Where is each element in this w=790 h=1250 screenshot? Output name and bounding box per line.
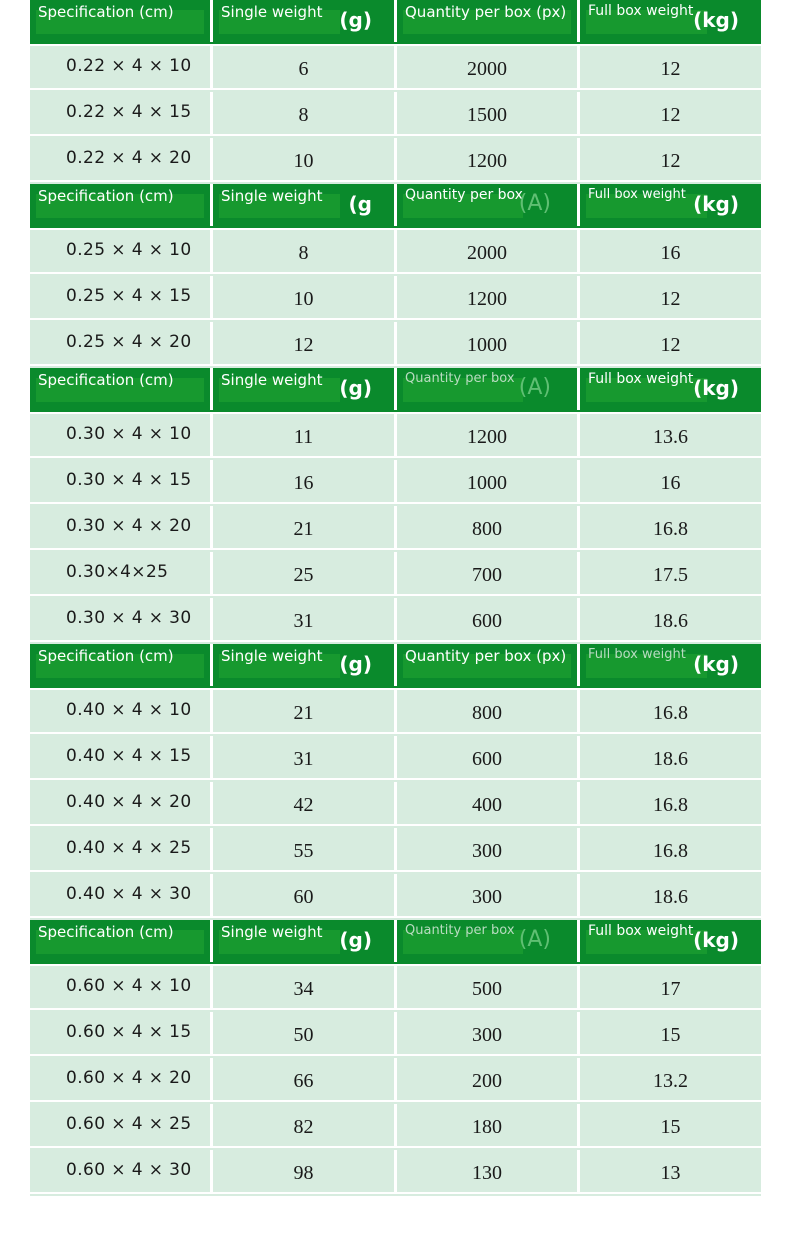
- header-unit: (g): [339, 8, 372, 32]
- full-box-weight-value: 17.5: [653, 564, 688, 586]
- quantity-cell: [397, 1058, 580, 1102]
- full-box-weight-value: 12: [660, 334, 681, 356]
- box-weight-cell: [580, 782, 761, 826]
- header-cell-specification: [30, 920, 213, 962]
- spec-value: 0.30 × 4 × 10: [66, 424, 192, 444]
- box-weight-cell: [580, 690, 761, 734]
- full-box-weight-value: 13.2: [653, 1070, 688, 1092]
- spec-cell: [30, 138, 213, 182]
- quantity-cell: [397, 782, 580, 826]
- quantity-value: 1000: [467, 472, 507, 494]
- header-cell-quantity-per-box: [397, 368, 580, 410]
- weight-cell: [213, 966, 397, 1010]
- weight-cell: [213, 552, 397, 596]
- header-cell-single-weight: [213, 920, 397, 962]
- spec-cell: [30, 276, 213, 320]
- box-weight-cell: [580, 230, 761, 274]
- header-label: Single weight: [221, 647, 323, 665]
- header-unit: (kg): [693, 652, 739, 676]
- spec-value: 0.25 × 4 × 15: [66, 286, 192, 306]
- header-unit: (g): [339, 652, 372, 676]
- header-cell-specification: [30, 0, 213, 42]
- full-box-weight-value: 18.6: [653, 610, 688, 632]
- weight-cell: [213, 322, 397, 366]
- single-weight-value: 42: [293, 794, 314, 816]
- header-unit: (A): [518, 375, 551, 400]
- box-weight-cell: [580, 1058, 761, 1102]
- box-weight-cell: [580, 414, 761, 458]
- spec-value: 0.22 × 4 × 20: [66, 148, 192, 168]
- full-box-weight-value: 12: [660, 288, 681, 310]
- weight-cell: [213, 1104, 397, 1148]
- header-label: Full box weight: [588, 371, 694, 387]
- spec-value: 0.60 × 4 × 30: [66, 1160, 192, 1180]
- table-row: [30, 506, 761, 552]
- quantity-value: 300: [472, 886, 502, 908]
- spec-cell: [30, 828, 213, 872]
- header-label: Full box weight: [588, 923, 694, 939]
- box-weight-cell: [580, 1150, 761, 1194]
- quantity-value: 200: [472, 1070, 502, 1092]
- full-box-weight-value: 15: [660, 1116, 681, 1138]
- full-box-weight-value: 15: [660, 1024, 681, 1046]
- header-cell-full-box-weight: [580, 368, 761, 410]
- quantity-cell: [397, 322, 580, 366]
- header-cell-specification: [30, 184, 213, 226]
- weight-cell: [213, 276, 397, 320]
- weight-cell: [213, 782, 397, 826]
- header-label: Single weight: [221, 187, 323, 205]
- spec-cell: [30, 552, 213, 596]
- quantity-cell: [397, 690, 580, 734]
- full-box-weight-value: 16: [660, 242, 681, 264]
- table-row: [30, 782, 761, 828]
- table-row: [30, 598, 761, 644]
- spec-value: 0.30 × 4 × 15: [66, 470, 192, 490]
- single-weight-value: 6: [298, 58, 309, 80]
- spec-cell: [30, 92, 213, 136]
- weight-cell: [213, 138, 397, 182]
- spec-value: 0.30×4×25: [66, 562, 169, 582]
- header-label: Quantity per box: [405, 187, 523, 203]
- quantity-value: 2000: [467, 242, 507, 264]
- spec-cell: [30, 598, 213, 642]
- spec-value: 0.25 × 4 × 10: [66, 240, 192, 260]
- spec-value: 0.60 × 4 × 15: [66, 1022, 192, 1042]
- header-unit: (A): [518, 191, 551, 216]
- weight-cell: [213, 874, 397, 918]
- spec-value: 0.60 × 4 × 10: [66, 976, 192, 996]
- box-weight-cell: [580, 736, 761, 780]
- table-row: [30, 414, 761, 460]
- table-row: [30, 460, 761, 506]
- table-row: [30, 1150, 761, 1196]
- box-weight-cell: [580, 506, 761, 550]
- header-label: Single weight: [221, 3, 323, 21]
- table-row: [30, 828, 761, 874]
- table-header-row: [30, 644, 761, 690]
- weight-cell: [213, 506, 397, 550]
- header-unit: (kg): [693, 376, 739, 400]
- quantity-cell: [397, 414, 580, 458]
- box-weight-cell: [580, 874, 761, 918]
- full-box-weight-value: 18.6: [653, 886, 688, 908]
- quantity-value: 500: [472, 978, 502, 1000]
- table-row: [30, 552, 761, 598]
- spec-value: 0.40 × 4 × 15: [66, 746, 192, 766]
- quantity-value: 1200: [467, 288, 507, 310]
- spec-cell: [30, 874, 213, 918]
- quantity-cell: [397, 736, 580, 780]
- single-weight-value: 25: [293, 564, 314, 586]
- spec-cell: [30, 506, 213, 550]
- quantity-value: 400: [472, 794, 502, 816]
- single-weight-value: 8: [298, 242, 309, 264]
- header-unit: (kg): [693, 8, 739, 32]
- box-weight-cell: [580, 138, 761, 182]
- header-label: Quantity per box: [405, 371, 515, 386]
- full-box-weight-value: 13.6: [653, 426, 688, 448]
- single-weight-value: 31: [293, 748, 314, 770]
- header-label: Specification (cm): [38, 187, 174, 205]
- header-cell-specification: [30, 644, 213, 686]
- quantity-value: 1200: [467, 150, 507, 172]
- weight-cell: [213, 1012, 397, 1056]
- quantity-value: 180: [472, 1116, 502, 1138]
- single-weight-value: 66: [293, 1070, 314, 1092]
- single-weight-value: 50: [293, 1024, 314, 1046]
- quantity-value: 130: [472, 1162, 502, 1184]
- spec-cell: [30, 736, 213, 780]
- table-row: [30, 736, 761, 782]
- single-weight-value: 21: [293, 518, 314, 540]
- spec-value: 0.40 × 4 × 20: [66, 792, 192, 812]
- single-weight-value: 82: [293, 1116, 314, 1138]
- quantity-cell: [397, 598, 580, 642]
- spec-cell: [30, 230, 213, 274]
- table-row: [30, 230, 761, 276]
- single-weight-value: 98: [293, 1162, 314, 1184]
- header-cell-quantity-per-box: [397, 184, 580, 226]
- spec-cell: [30, 690, 213, 734]
- header-cell-single-weight: [213, 644, 397, 686]
- spec-value: 0.30 × 4 × 20: [66, 516, 192, 536]
- spec-cell: [30, 1104, 213, 1148]
- weight-cell: [213, 736, 397, 780]
- spec-cell: [30, 1012, 213, 1056]
- spec-value: 0.60 × 4 × 20: [66, 1068, 192, 1088]
- spec-value: 0.40 × 4 × 10: [66, 700, 192, 720]
- spec-table: [30, 0, 761, 1196]
- table-header-row: [30, 0, 761, 46]
- header-label: Specification (cm): [38, 3, 174, 21]
- spec-cell: [30, 414, 213, 458]
- table-header-row: [30, 920, 761, 966]
- single-weight-value: 8: [298, 104, 309, 126]
- quantity-cell: [397, 552, 580, 596]
- header-label: Single weight: [221, 371, 323, 389]
- box-weight-cell: [580, 276, 761, 320]
- header-label: Single weight: [221, 923, 323, 941]
- header-cell-quantity-per-box: [397, 644, 580, 686]
- table-header-row: [30, 184, 761, 230]
- single-weight-value: 60: [293, 886, 314, 908]
- header-cell-full-box-weight: [580, 644, 761, 686]
- box-weight-cell: [580, 322, 761, 366]
- header-unit: (g: [348, 192, 372, 216]
- weight-cell: [213, 690, 397, 734]
- full-box-weight-value: 17: [660, 978, 681, 1000]
- header-cell-single-weight: [213, 368, 397, 410]
- quantity-cell: [397, 506, 580, 550]
- header-cell-quantity-per-box: [397, 920, 580, 962]
- header-cell-specification: [30, 368, 213, 410]
- spec-value: 0.22 × 4 × 15: [66, 102, 192, 122]
- box-weight-cell: [580, 1104, 761, 1148]
- box-weight-cell: [580, 460, 761, 504]
- box-weight-cell: [580, 92, 761, 136]
- quantity-cell: [397, 1150, 580, 1194]
- single-weight-value: 55: [293, 840, 314, 862]
- weight-cell: [213, 828, 397, 872]
- header-label: Specification (cm): [38, 647, 174, 665]
- quantity-cell: [397, 276, 580, 320]
- full-box-weight-value: 16.8: [653, 794, 688, 816]
- header-unit: (kg): [693, 192, 739, 216]
- quantity-cell: [397, 1012, 580, 1056]
- box-weight-cell: [580, 966, 761, 1010]
- single-weight-value: 12: [293, 334, 314, 356]
- table-row: [30, 690, 761, 736]
- single-weight-value: 11: [293, 426, 314, 448]
- quantity-cell: [397, 828, 580, 872]
- box-weight-cell: [580, 552, 761, 596]
- weight-cell: [213, 92, 397, 136]
- header-cell-single-weight: [213, 184, 397, 226]
- table-row: [30, 46, 761, 92]
- quantity-value: 300: [472, 1024, 502, 1046]
- spec-cell: [30, 782, 213, 826]
- quantity-cell: [397, 460, 580, 504]
- table-row: [30, 322, 761, 368]
- full-box-weight-value: 16.8: [653, 702, 688, 724]
- header-unit: (kg): [693, 928, 739, 952]
- weight-cell: [213, 460, 397, 504]
- quantity-cell: [397, 874, 580, 918]
- header-label: Quantity per box: [405, 923, 515, 938]
- weight-cell: [213, 46, 397, 90]
- table-row: [30, 1058, 761, 1104]
- table-row: [30, 874, 761, 920]
- header-label: Full box weight: [588, 3, 694, 19]
- table-row: [30, 966, 761, 1012]
- weight-cell: [213, 1150, 397, 1194]
- header-label: Specification (cm): [38, 923, 174, 941]
- quantity-value: 1200: [467, 426, 507, 448]
- header-cell-quantity-per-box: [397, 0, 580, 42]
- table-row: [30, 276, 761, 322]
- spec-cell: [30, 460, 213, 504]
- header-cell-single-weight: [213, 0, 397, 42]
- quantity-value: 1500: [467, 104, 507, 126]
- full-box-weight-value: 16.8: [653, 840, 688, 862]
- box-weight-cell: [580, 828, 761, 872]
- header-label: Full box weight: [588, 647, 686, 662]
- spec-value: 0.40 × 4 × 25: [66, 838, 192, 858]
- quantity-value: 700: [472, 564, 502, 586]
- header-unit: (g): [339, 928, 372, 952]
- single-weight-value: 34: [293, 978, 314, 1000]
- quantity-cell: [397, 230, 580, 274]
- header-cell-full-box-weight: [580, 0, 761, 42]
- quantity-value: 800: [472, 518, 502, 540]
- weight-cell: [213, 230, 397, 274]
- full-box-weight-value: 12: [660, 58, 681, 80]
- table-row: [30, 1012, 761, 1058]
- single-weight-value: 10: [293, 150, 314, 172]
- header-label: Quantity per box (px): [405, 3, 567, 21]
- spec-value: 0.22 × 4 × 10: [66, 56, 192, 76]
- header-cell-full-box-weight: [580, 184, 761, 226]
- full-box-weight-value: 18.6: [653, 748, 688, 770]
- spec-cell: [30, 322, 213, 366]
- single-weight-value: 10: [293, 288, 314, 310]
- quantity-cell: [397, 46, 580, 90]
- box-weight-cell: [580, 1012, 761, 1056]
- header-label: Quantity per box (px): [405, 647, 567, 665]
- quantity-value: 2000: [467, 58, 507, 80]
- spec-value: 0.60 × 4 × 25: [66, 1114, 192, 1134]
- spec-cell: [30, 1150, 213, 1194]
- quantity-cell: [397, 138, 580, 182]
- quantity-cell: [397, 1104, 580, 1148]
- quantity-value: 600: [472, 748, 502, 770]
- spec-value: 0.30 × 4 × 30: [66, 608, 192, 628]
- header-label: Specification (cm): [38, 371, 174, 389]
- full-box-weight-value: 16: [660, 472, 681, 494]
- weight-cell: [213, 598, 397, 642]
- single-weight-value: 16: [293, 472, 314, 494]
- spec-cell: [30, 46, 213, 90]
- weight-cell: [213, 414, 397, 458]
- weight-cell: [213, 1058, 397, 1102]
- quantity-cell: [397, 92, 580, 136]
- single-weight-value: 31: [293, 610, 314, 632]
- quantity-value: 1000: [467, 334, 507, 356]
- table-header-row: [30, 368, 761, 414]
- full-box-weight-value: 12: [660, 104, 681, 126]
- full-box-weight-value: 13: [660, 1162, 681, 1184]
- box-weight-cell: [580, 598, 761, 642]
- box-weight-cell: [580, 46, 761, 90]
- spec-value: 0.40 × 4 × 30: [66, 884, 192, 904]
- quantity-value: 800: [472, 702, 502, 724]
- spec-cell: [30, 966, 213, 1010]
- full-box-weight-value: 16.8: [653, 518, 688, 540]
- spec-cell: [30, 1058, 213, 1102]
- spec-value: 0.25 × 4 × 20: [66, 332, 192, 352]
- quantity-value: 600: [472, 610, 502, 632]
- single-weight-value: 21: [293, 702, 314, 724]
- table-row: [30, 1104, 761, 1150]
- full-box-weight-value: 12: [660, 150, 681, 172]
- header-unit: (g): [339, 376, 372, 400]
- header-unit: (A): [518, 927, 551, 952]
- table-row: [30, 138, 761, 184]
- table-row: [30, 92, 761, 138]
- header-cell-full-box-weight: [580, 920, 761, 962]
- quantity-value: 300: [472, 840, 502, 862]
- header-label: Full box weight: [588, 187, 686, 202]
- quantity-cell: [397, 966, 580, 1010]
